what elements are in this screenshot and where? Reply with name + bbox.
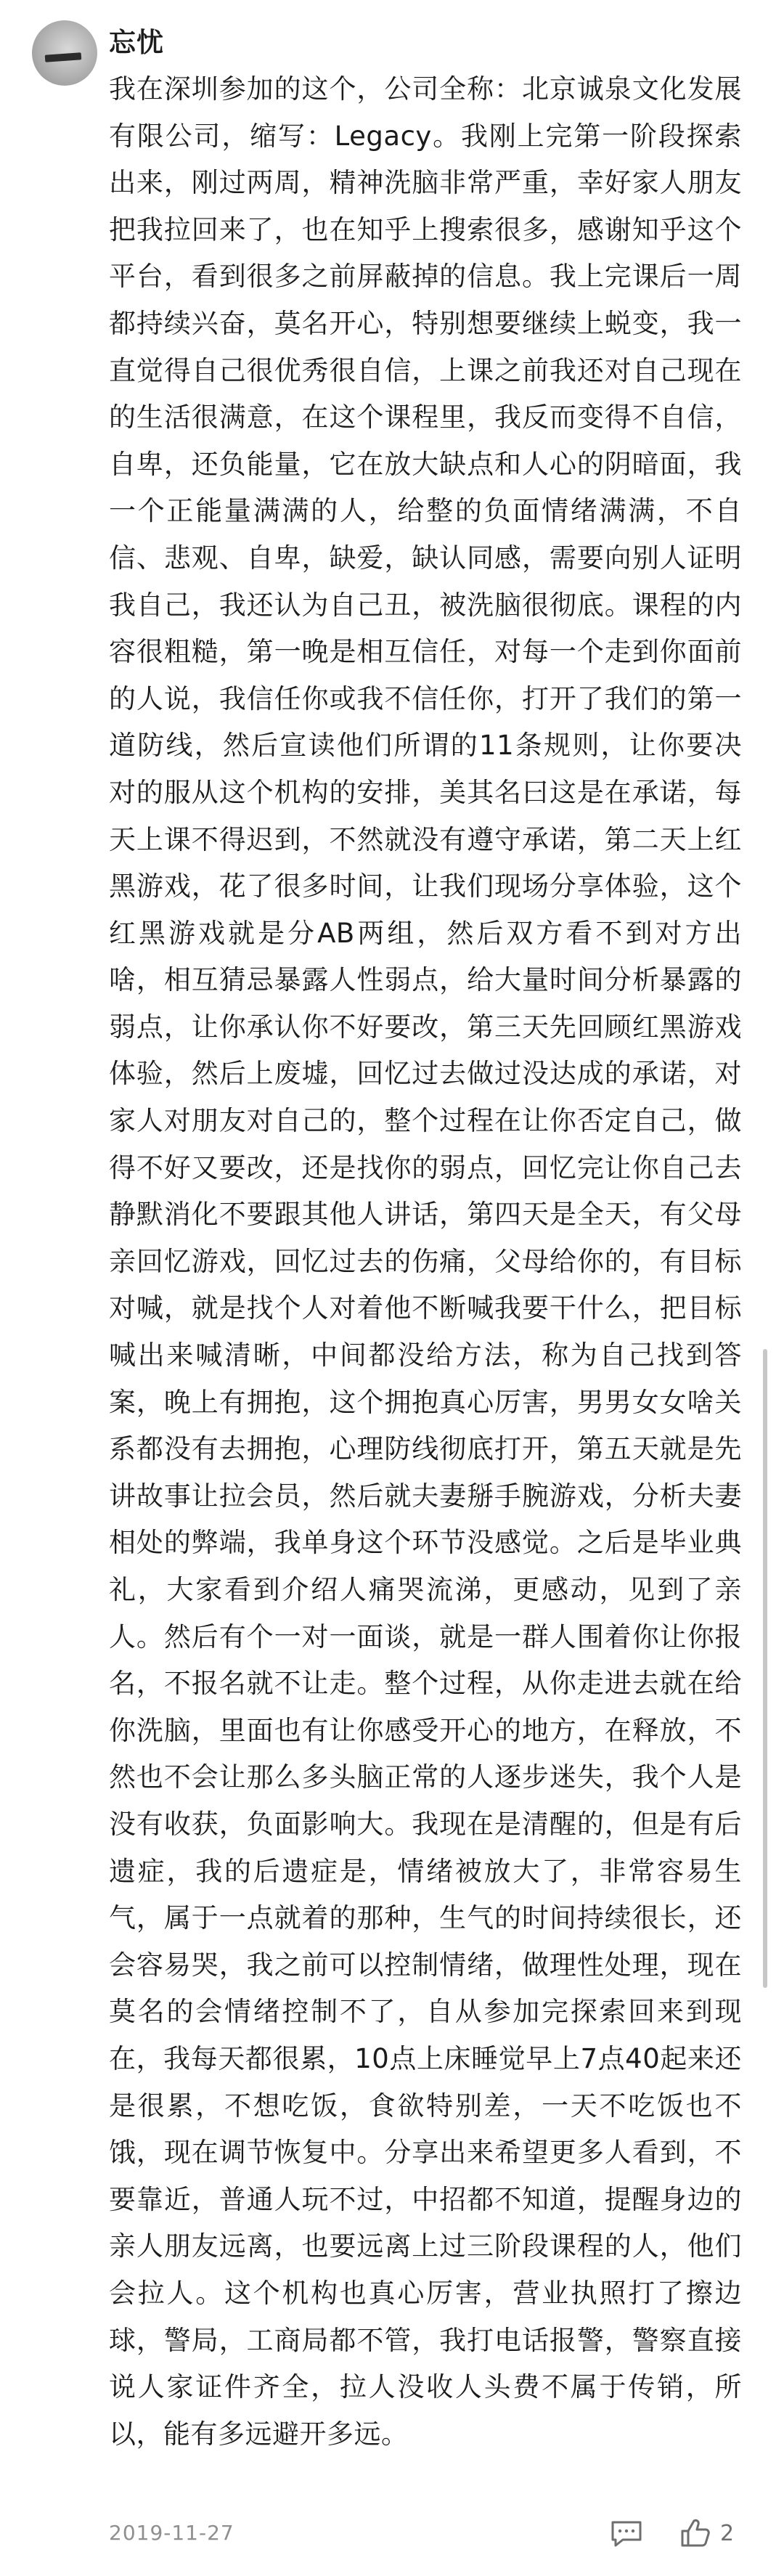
username[interactable]: 忘忧: [109, 27, 164, 58]
comment-footer: [109, 2514, 748, 2557]
comment-date: 2019-11-27: [109, 2521, 234, 2545]
avatar[interactable]: [32, 20, 97, 86]
comment-bubble-icon[interactable]: [610, 2519, 643, 2548]
scrollbar[interactable]: [763, 1349, 767, 1988]
avatar-image-detail: [45, 52, 82, 62]
like-button[interactable]: [678, 2515, 748, 2551]
like-count: 2: [720, 2521, 735, 2546]
comment-text: 我在深圳参加的这个，公司全称：北京诚泉文化发展有限公司，缩写：Legacy。我刚上完第一阶段探索出来，刚过两周，精神洗脑非常严重，幸好家人朋友把我拉回来了，也在知乎上搜索很多，感谢知乎这个平台，看到很多之前屏蔽掉的信息。我上完课后一周都持续兴奋，莫名开心，特别想要继续上蜕变，我一直觉得自己很优秀很自信，上课之前我还对自己现在的生活很满意，在这个课程里，我反而变得不自信，自卑，还负能量，它在放大缺点和人心的阴暗面，我一个正能量满满的人，给整的负面情绪满满，不自信、悲观、自卑，缺爱，缺认同感，需要向别人证明我自己，我还认为自己丑，被洗脑很彻底。课程的内容很粗糙，第一晚是相互信任，对每一个走到你面前的人说，我信任你或我不信任你，打开了我们的第一道防线，然后宣读他们所谓的11条规则，让你要决对的服从这个机构的安排，美其名曰这是在承诺，每天上课不得迟到，不然就没有遵守承诺，第二天上红黑游戏，花了很多时间，让我们现场分享体验，这个红黑游戏就是分AB两组，然后双方看不到对方出啥，相互猜忌暴露人性弱点，给大量时间分析暴露的弱点，让你承认你不好要改，第三天先回顾红黑游戏体验，然后上废墟，回忆过去做过没达成的承诺，对家人对朋友对自己的，整个过程在让你否定自己，做得不好又要改，还是找你的弱点，回忆完让你自己去静默消化不要跟其他人讲话，第四天是全天，有父母亲回忆游戏，回忆过去的伤痛，父母给你的，有目标对喊，就是找个人对着他不断喊我要干什么，把目标喊出来喊清晰，中间都没给方法，称为自己找到答案，晚上有拥抱，这个拥抱真心厉害，男男女女啥关系都没有去拥抱，心理防线彻底打开，第五天就是先讲故事让拉会员，然后就夫妻掰手腕游戏，分析夫妻相处的弊端，我单身这个环节没感觉。之后是毕业典礼，大家看到介绍人痛哭流涕，更感动，见到了亲人。然后有个一对一面谈，就是一群人围着你让你报名，不报名就不让走。整个过程，从你走进去就在给你洗脑，里面也有让你感受开心的地方，在释放，不然也不会让那么多头脑正常的人逐步迷失，我个人是没有收获，负面影响大。我现在是清醒的，但是有后遗症，我的后遗症是，情绪被放大了，非常容易生气，属于一点就着的那种，生气的时间持续很长，还会容易哭，我之前可以控制情绪，做理性处理，现在莫名的会情绪控制不了，自从参加完探索回来到现在，我每天都很累，10点上床睡觉早上7点40起来还是很累，不想吃饭，食欲特别差，一天不吃饭也不饿，现在调节恢复中。分享出来希望更多人看到，不要靠近，普通人玩不过，中招都不知道，提醒身边的亲人朋友远离，也要远离上过三阶段课程的人，他们会拉人。这个机构也真心厉害，营业执照打了擦边球，警局，工商局都不管，我打电话报警，警察直接说人家证件齐全，拉人没收人头费不属于传销，所以，能有多远避开多远。: [109, 73, 742, 2450]
thumbs-up-icon: [678, 2516, 711, 2550]
